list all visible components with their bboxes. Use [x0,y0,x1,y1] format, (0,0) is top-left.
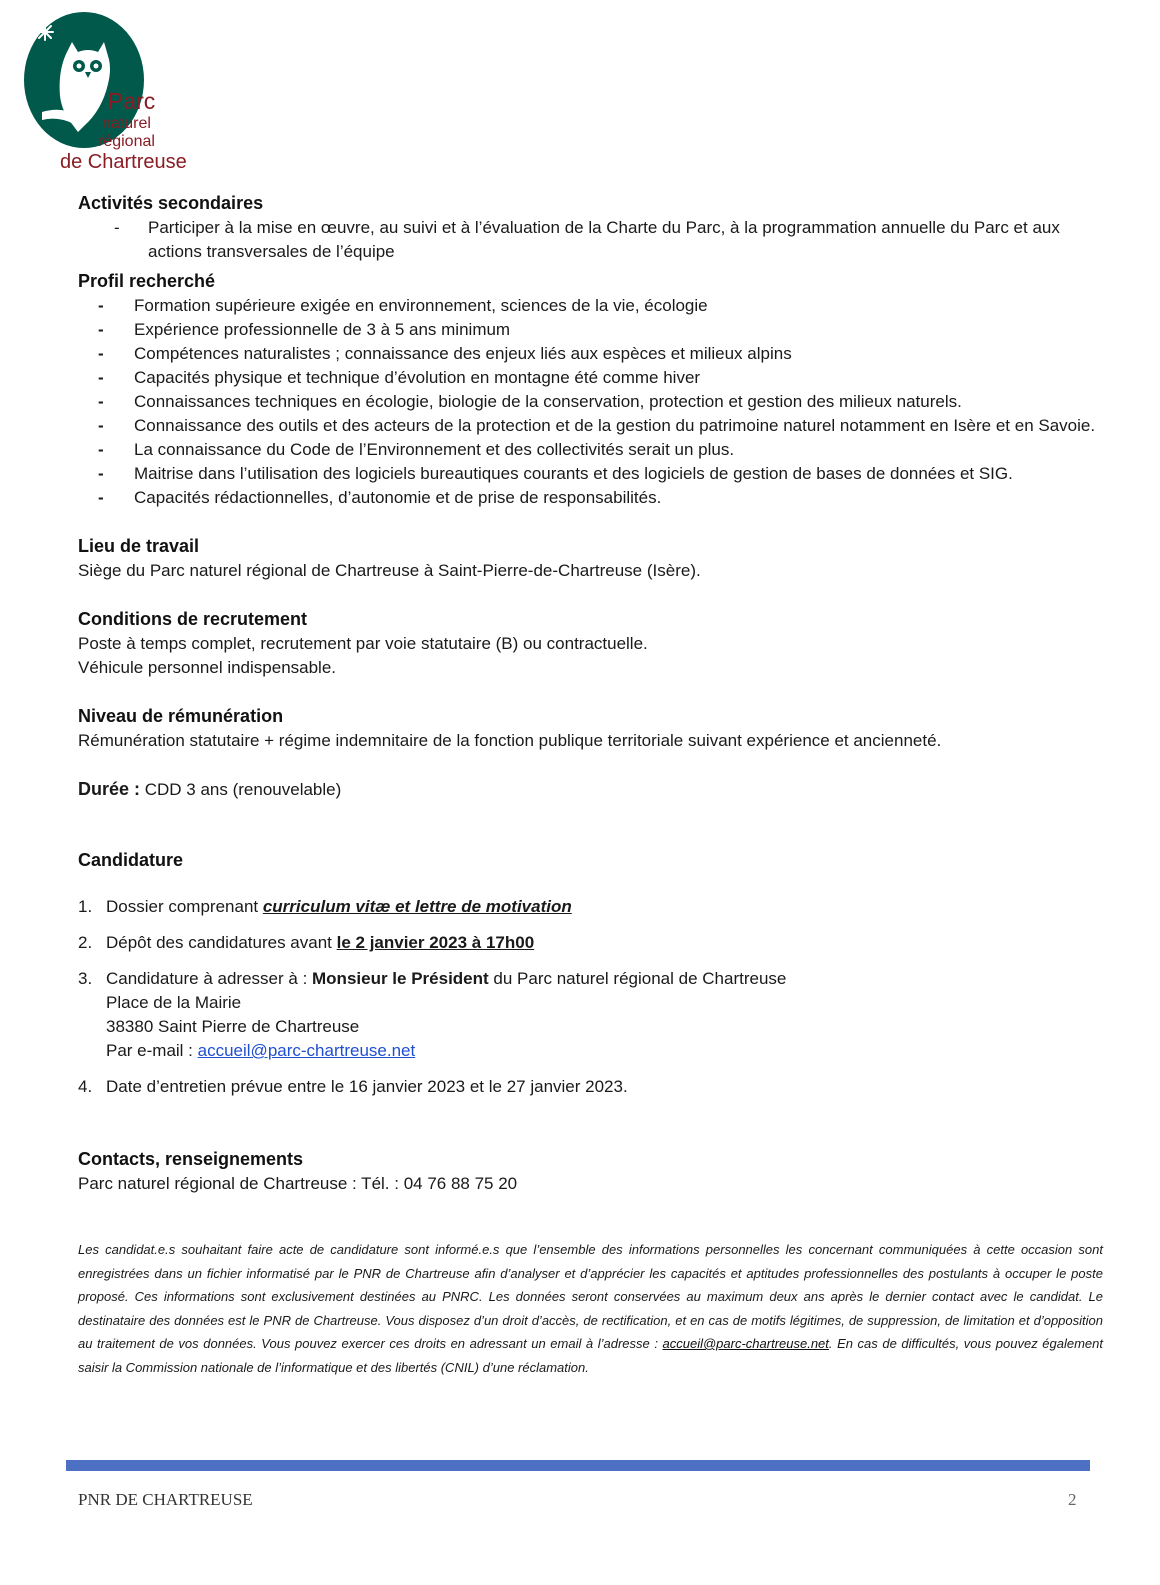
logo-text-naturel: naturel [102,115,151,132]
footer-bar [66,1460,1090,1471]
conditions-line-1: Poste à temps complet, recrutement par voie statutaire (B) ou contractuelle. [78,634,648,653]
email-link[interactable]: accueil@parc-chartreuse.net [197,1041,416,1060]
workplace-text: Siège du Parc naturel régional de Chartreuse à Saint-Pierre-de-Chartreuse (Isère). [78,561,701,580]
document-body [78,191,1103,1379]
list-item: - Maitrise dans l’utilisation des logiciels bureautiques courants et des logiciels de gestion de bases de données et SIG. [78,462,1103,486]
duration-text: CDD 3 ans (renouvelable) [140,780,342,799]
recipient-name: Monsieur le Président [312,969,489,988]
list-item: - Capacités physique et technique d’évolution en montagne été comme hiver [78,366,1103,390]
section-title-secondary: Activités secondaires [78,193,264,213]
page-number: 2 [1068,1490,1077,1509]
item-emphasis: curriculum vitæ et lettre de motivation [262,897,572,916]
contacts-text: Parc naturel régional de Chartreuse : Tél. : 04 76 88 75 20 [78,1174,518,1193]
section-title-application: Candidature [78,850,184,870]
list-item: - Connaissance des outils et des acteurs de la protection et de la gestion du patrimoine naturel notamment en Isère et en Savoie. [78,414,1103,438]
section-title-workplace: Lieu de travail [78,536,200,556]
duration-line [78,777,1103,802]
section-title-conditions: Conditions de recrutement [78,609,308,629]
privacy-text: Les candidat.e.s souhaitant faire acte de candidature sont informé.e.s que l’ensemble des informations personnelles les concernant communiquées à cette occasion sont enregistrées dans un fichier informatisé par le PNR de Chartreuse afin d’analyser et d’apprécier les capacités et aptitudes professionnelles des postulants à occuper le poste proposé. Ces informations sont exclusivement destinées au PNRC. Les données seront conservées au maximum deux ans après le dernier contact avec le candidat. Le destinataire des données est le PNR de Chartreuse. Vous disposez d’un droit d’accès, de rectification, et en cas de motifs légitimes, de suppression, de limitation et d’opposition au traitement de vos données. Vous pouvez exercer ces droits en adressant un email à l’adresse : [78,1242,1103,1351]
snowflake-icon [37,24,53,40]
item-text: Date d’entretien prévue entre le 16 janvier 2023 et le 27 janvier 2023. [106,1077,628,1096]
application-item-2 [78,931,1103,955]
secondary-activities-list [78,216,1103,264]
email-label: Par e-mail : [106,1041,198,1060]
item-number: 4. [78,1077,93,1096]
item-number: 3. [78,969,93,988]
application-item-3 [78,967,1103,1063]
duration-label: Durée : [78,779,141,799]
application-item-4 [78,1075,1103,1099]
list-item: - Expérience professionnelle de 3 à 5 ans minimum [78,318,1103,342]
logo-text-chartreuse: de Chartreuse [60,151,187,173]
list-item: - Compétences naturalistes ; connaissance des enjeux liés aux espèces et milieux alpins [78,342,1103,366]
list-item: - Connaissances techniques en écologie, biologie de la conservation, protection et gestion des milieux naturels. [78,390,1103,414]
section-title-salary: Niveau de rémunération [78,706,284,726]
item-text: Dossier comprenant [106,897,263,916]
address-line-1: Place de la Mairie [106,993,242,1012]
list-item: - Participer à la mise en œuvre, au suivi et à l’évaluation de la Charte du Parc, à la programmation annuelle du Parc et aux actions transversales de l’équipe [78,216,1103,264]
section-title-contacts: Contacts, renseignements [78,1149,304,1169]
item-text: Dépôt des candidatures avant [106,933,337,952]
logo-text-regional: régional [98,133,155,150]
application-item-1 [78,895,1103,919]
application-list [78,895,1103,1099]
list-item: - Formation supérieure exigée en environnement, sciences de la vie, écologie [78,294,1103,318]
item-number: 2. [78,933,93,952]
park-logo [22,12,187,187]
privacy-text-end: . En cas de difficultés, vous pouvez également saisir la Commission nationale de l’informatique et des libertés (CNIL) d’une réclamation. [78,1336,1103,1375]
item-number: 1. [78,897,93,916]
item-text-suffix: du Parc naturel régional de Chartreuse [488,969,787,988]
list-item: - Capacités rédactionnelles, d’autonomie et de prise de responsabilités. [78,486,1103,510]
salary-text: Rémunération statutaire + régime indemnitaire de la fonction publique territoriale suivant expérience et ancienneté. [78,731,942,750]
deadline-text: le 2 janvier 2023 à 17h00 [336,933,535,952]
address-line-2: 38380 Saint Pierre de Chartreuse [106,1017,360,1036]
conditions-line-2: Véhicule personnel indispensable. [78,658,337,677]
logo-text-parc: Parc [108,88,156,114]
list-item: - La connaissance du Code de l’Environnement et des collectivités serait un plus. [78,438,1103,462]
footer-organization: PNR DE CHARTREUSE [78,1490,253,1509]
profile-list [78,294,1103,510]
privacy-email-link[interactable]: accueil@parc-chartreuse.net [662,1336,829,1351]
section-title-profile: Profil recherché [78,271,216,291]
privacy-notice [78,1238,1103,1379]
item-text: Candidature à adresser à : [106,969,313,988]
